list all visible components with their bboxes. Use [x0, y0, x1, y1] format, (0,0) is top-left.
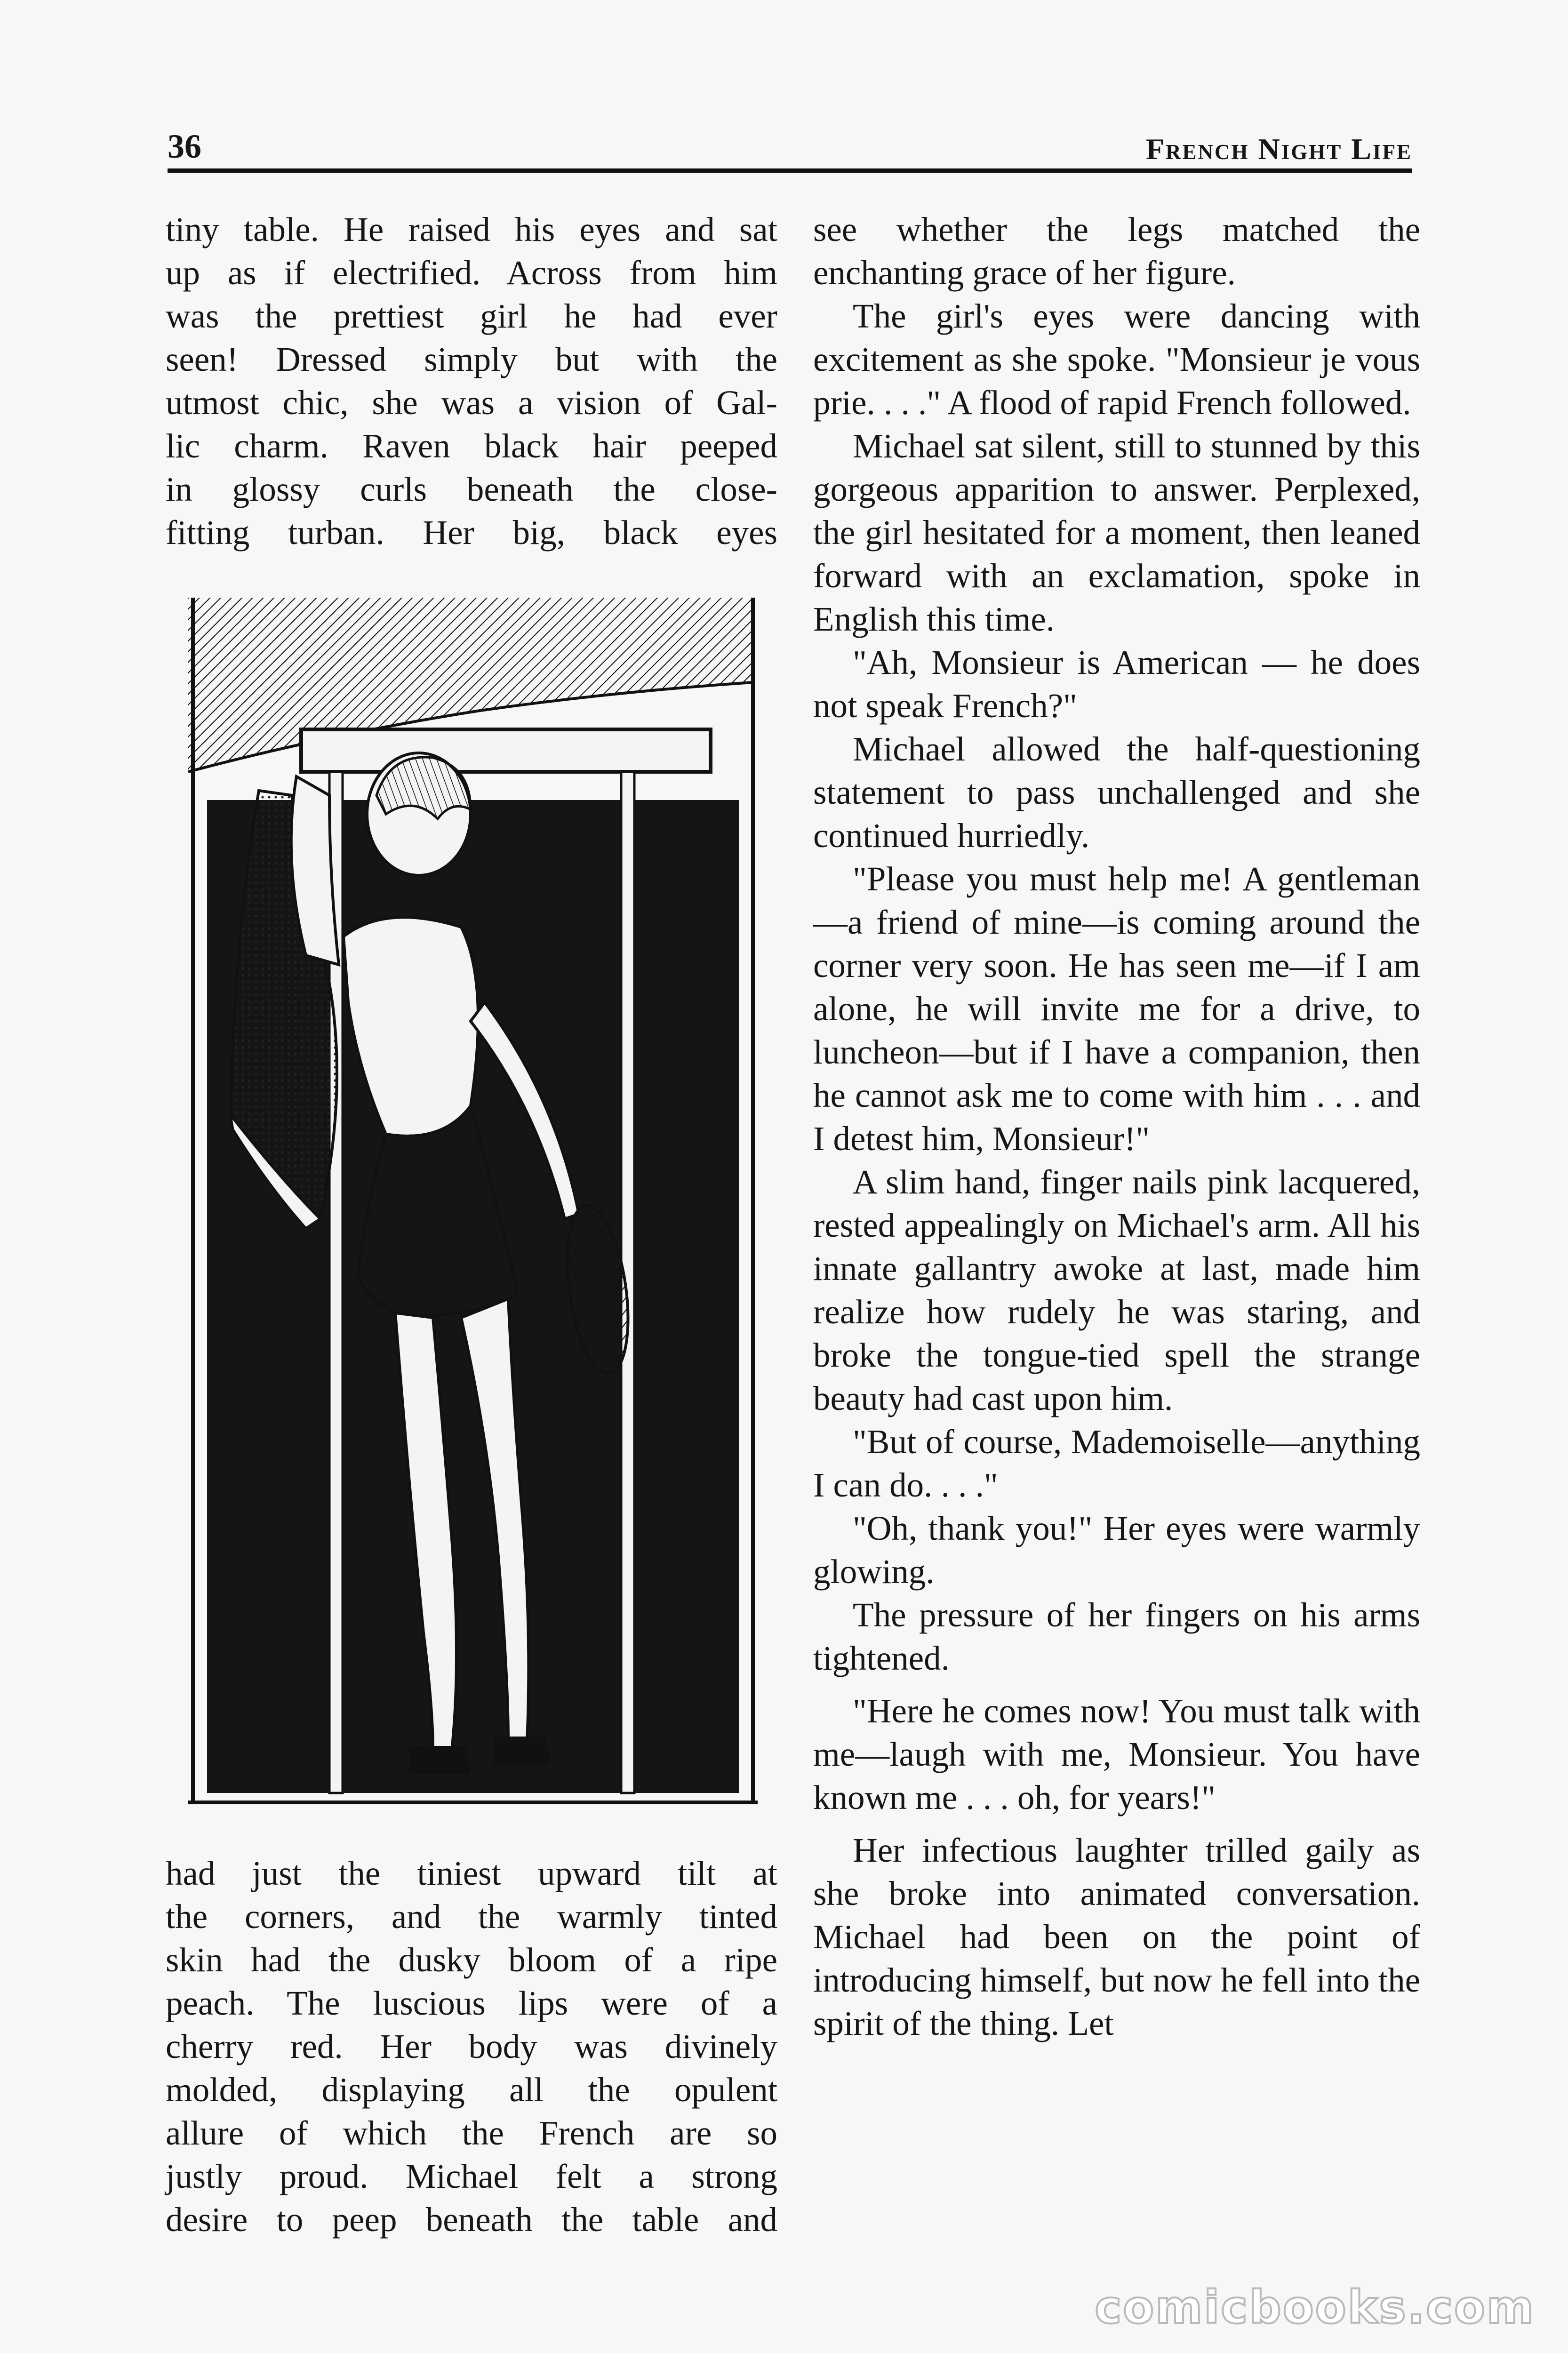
text-line: the corners, and the warmly tinted: [166, 1897, 777, 1936]
page-header: [168, 121, 1412, 173]
paragraph: "Here he comes now! You must talk with me—laugh with me, Monsieur. You have known me . . . oh, for years!": [813, 1692, 1420, 1817]
text-line: desire to peep beneath the table and: [166, 2201, 777, 2239]
paragraph: see whether the legs matched the enchanting grace of her figure.: [813, 210, 1420, 292]
paragraph: "Please you must help me! A gentleman—a friend of mine—is coming around the corner very soon. He has seen me—if I am alone, he will invite me for a drive, to luncheon—but if I have a companion, then he cannot ask me to come with him . . . and I detest him, Monsieur!": [813, 860, 1420, 1158]
paragraph: A slim hand, finger nails pink lacquered, rested appealingly on Michael's arm. All his innate gallantry awoke at last, made him realize how rudely he was staring, and broke the tongue-tied spell the strange beauty had cast upon him.: [813, 1163, 1420, 1417]
running-head: French Night Life: [1145, 132, 1412, 166]
paragraph: The pressure of her fingers on his arms tightened.: [813, 1596, 1420, 1677]
left-column-bottom: [166, 1852, 777, 2241]
text-line: peach. The luscious lips were of a: [166, 1984, 777, 2022]
text-line: skin had the dusky bloom of a ripe: [166, 1941, 777, 1979]
text-line: molded, displaying all the opulent: [166, 2071, 777, 2109]
text-line: was the prettiest girl he had ever: [166, 297, 777, 335]
right-column: [813, 208, 1420, 2045]
page-number: 36: [168, 128, 201, 165]
text-line: lic charm. Raven black hair peeped: [166, 427, 777, 465]
watermark: comicbooks.com: [1095, 2281, 1535, 2334]
text-line: seen! Dressed simply but with the: [166, 340, 777, 378]
text-line: had just the tiniest upward tilt at: [166, 1854, 777, 1892]
paragraph: "Oh, thank you!" Her eyes were warmly glowing.: [813, 1509, 1420, 1591]
text-line: allure of which the French are so: [166, 2114, 777, 2152]
illustration: [188, 598, 758, 1821]
paragraph: The girl's eyes were dancing with excitement as she spoke. "Monsieur je vous prie. . . ." A flood of rapid French followed.: [813, 297, 1420, 422]
text-line: in glossy curls beneath the close-: [166, 470, 777, 508]
text-line: justly proud. Michael felt a strong: [166, 2157, 777, 2195]
paragraph: Her infectious laughter trilled gaily as she broke into animated conversation. Michael had been on the point of introducing himself, but now he fell into the spirit of the thing. Let: [813, 1831, 1420, 2042]
left-column-top: [166, 208, 777, 554]
paragraph: "Ah, Monsieur is American — he does not speak French?": [813, 643, 1420, 725]
paragraph: "But of course, Mademoiselle—anything I can do. . . .": [813, 1423, 1420, 1504]
text-line: tiny table. He raised his eyes and sat: [166, 210, 777, 248]
text-line: utmost chic, she was a vision of Gal-: [166, 384, 777, 422]
paragraph: Michael sat silent, still to stunned by this gorgeous apparition to answer. Perplexed, the girl hesitated for a moment, then leaned forward with an exclamation, spoke in English this time.: [813, 427, 1420, 638]
text-line: cherry red. Her body was divinely: [166, 2027, 777, 2065]
paragraph: Michael allowed the half-questioning statement to pass unchallenged and she continued hurriedly.: [813, 730, 1420, 855]
text-line: fitting turban. Her big, black eyes: [166, 513, 777, 552]
text-line: up as if electrified. Across from him: [166, 254, 777, 292]
